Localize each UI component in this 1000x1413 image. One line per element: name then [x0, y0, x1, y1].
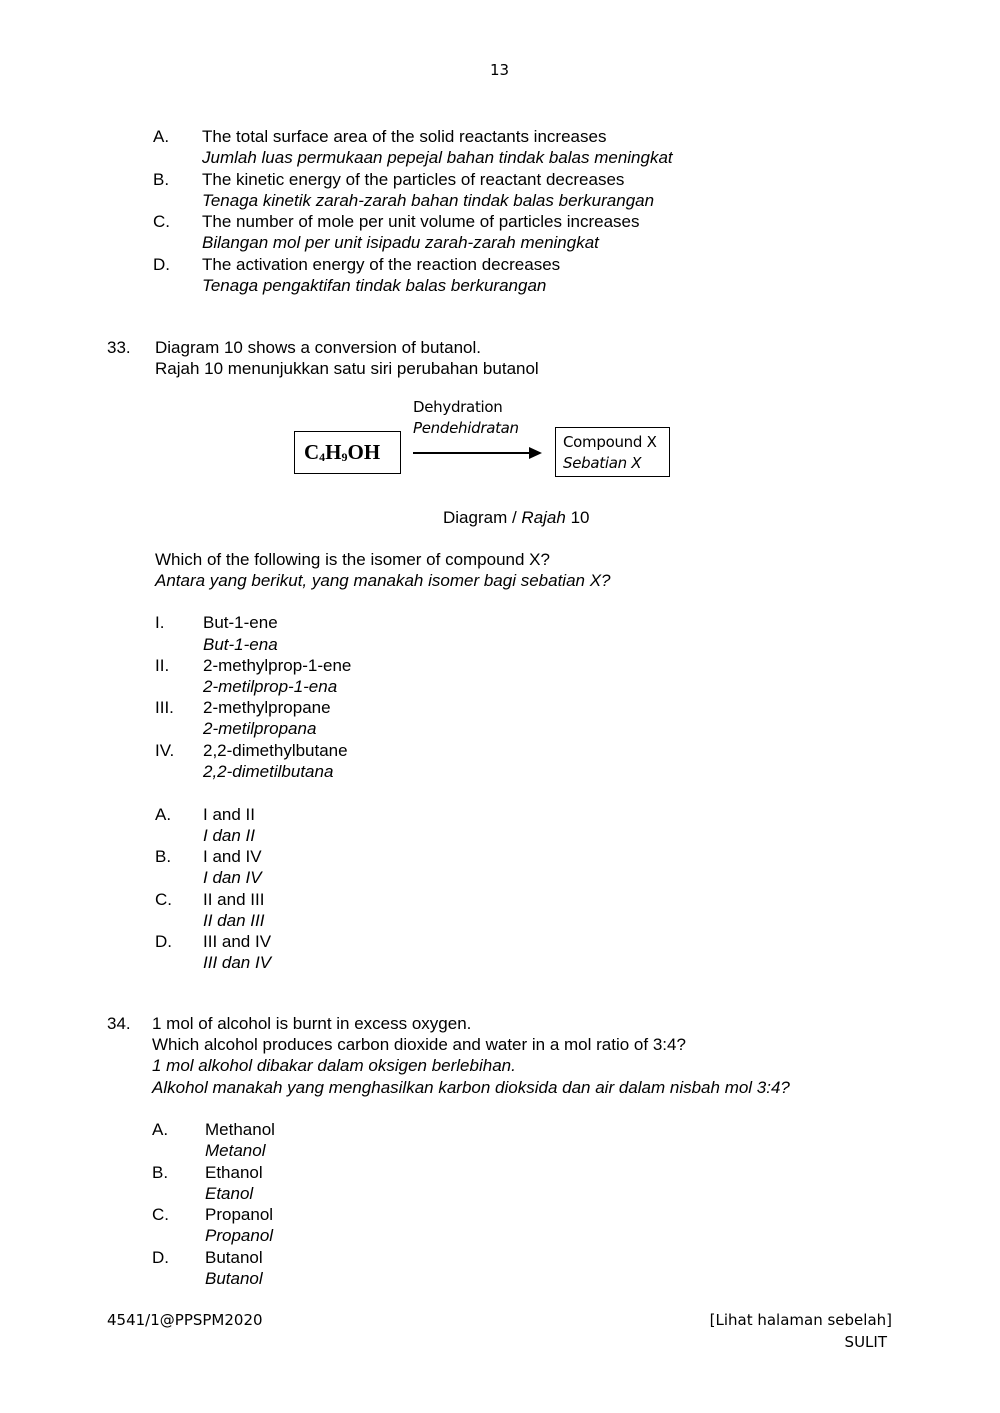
option-text-en: The total surface area of the solid reactants increases	[202, 127, 607, 146]
option-letter: B.	[153, 170, 170, 189]
option-text-ms: Tenaga pengaktifan tindak balas berkurangan	[202, 276, 547, 295]
question-line2-ms: Alkohol manakah yang menghasilkan karbon dioksida dan air dalam nisbah mol 3:4?	[152, 1078, 790, 1097]
option-text-en: The number of mole per unit volume of particles increases	[202, 212, 640, 231]
statement-numeral: III.	[155, 698, 174, 717]
question-text-en: Which of the following is the isomer of compound X?	[155, 550, 550, 569]
diagram-caption: Diagram / Rajah 10	[443, 508, 590, 527]
statement-text-en: 2-methylprop-1-ene	[203, 656, 352, 675]
option-letter: B.	[155, 847, 172, 866]
page-number: 13	[490, 61, 510, 79]
option-letter: A.	[155, 805, 172, 824]
question-text-ms: Antara yang berikut, yang manakah isomer bagi sebatian X?	[155, 571, 611, 590]
question-number: 34.	[107, 1014, 131, 1033]
option-text-en: Methanol	[205, 1120, 275, 1139]
statement-text-ms: 2-metilpropana	[203, 719, 317, 738]
option-text-ms: Etanol	[205, 1184, 254, 1203]
option-letter: A.	[152, 1120, 169, 1139]
option-letter: C.	[155, 890, 172, 909]
option-letter: A.	[153, 127, 170, 146]
arrow-head-icon	[529, 447, 542, 459]
option-text-ms: I dan II	[203, 826, 255, 845]
option-text-en: The activation energy of the reaction decreases	[202, 255, 561, 274]
option-letter: B.	[152, 1163, 169, 1182]
statement-numeral: I.	[155, 613, 165, 632]
option-text-ms: II dan III	[203, 911, 265, 930]
statement-numeral: II.	[155, 656, 170, 675]
option-text-ms: Jumlah luas permukaan pepejal bahan tindak balas meningkat	[202, 148, 673, 167]
option-text-ms: Bilangan mol per unit isipadu zarah-zarah meningkat	[202, 233, 599, 252]
footer-classification: SULIT	[844, 1333, 887, 1351]
statement-numeral: IV.	[155, 741, 175, 760]
process-label-ms: Pendehidratan	[413, 419, 519, 437]
footer-next-page: [Lihat halaman sebelah]	[709, 1311, 892, 1329]
option-letter: D.	[152, 1248, 169, 1267]
product-label-ms: Sebatian X	[563, 454, 642, 472]
option-text-en: Ethanol	[205, 1163, 263, 1182]
option-letter: C.	[153, 212, 170, 231]
reactant-box	[294, 431, 401, 474]
option-text-ms: Metanol	[205, 1141, 266, 1160]
product-box	[555, 427, 670, 477]
question-intro-ms: Rajah 10 menunjukkan satu siri perubahan butanol	[155, 359, 539, 378]
option-text-en: I and II	[203, 805, 255, 824]
option-text-en: Butanol	[205, 1248, 263, 1267]
product-label-en: Compound X	[563, 433, 657, 451]
option-text-en: II and III	[203, 890, 265, 909]
option-text-en: Propanol	[205, 1205, 274, 1224]
option-text-ms: III dan IV	[203, 953, 272, 972]
question-intro-en: Diagram 10 shows a conversion of butanol.	[155, 338, 482, 357]
butanol-formula: $C_4H_9OH$	[304, 440, 381, 464]
statement-text-ms: 2,2-dimetilbutana	[203, 762, 334, 781]
process-label-en: Dehydration	[413, 398, 503, 416]
option-text-en: III and IV	[203, 932, 272, 951]
option-text-en: The kinetic energy of the particles of reactant decreases	[202, 170, 625, 189]
option-text-ms: Tenaga kinetik zarah-zarah bahan tindak balas berkurangan	[202, 191, 655, 210]
option-text-ms: I dan IV	[203, 868, 262, 887]
option-letter: C.	[152, 1205, 169, 1224]
option-text-ms: Butanol	[205, 1269, 263, 1288]
footer-paper-code: 4541/1@PPSPM2020	[107, 1311, 263, 1329]
statement-text-ms: 2-metilprop-1-ena	[203, 677, 338, 696]
question-line1-ms: 1 mol alkohol dibakar dalam oksigen berlebihan.	[152, 1056, 516, 1075]
question-line1-en: 1 mol of alcohol is burnt in excess oxygen.	[152, 1014, 472, 1033]
statement-text-en: 2-methylpropane	[203, 698, 331, 717]
arrow-line	[413, 452, 531, 454]
statement-text-en: 2,2-dimethylbutane	[203, 741, 348, 760]
question-line2-en: Which alcohol produces carbon dioxide and water in a mol ratio of 3:4?	[152, 1035, 686, 1054]
question-number: 33.	[107, 338, 131, 357]
statement-text-en: But-1-ene	[203, 613, 278, 632]
statement-text-ms: But-1-ena	[203, 635, 278, 654]
option-letter: D.	[153, 255, 170, 274]
option-letter: D.	[155, 932, 172, 951]
option-text-ms: Propanol	[205, 1226, 274, 1245]
option-text-en: I and IV	[203, 847, 262, 866]
